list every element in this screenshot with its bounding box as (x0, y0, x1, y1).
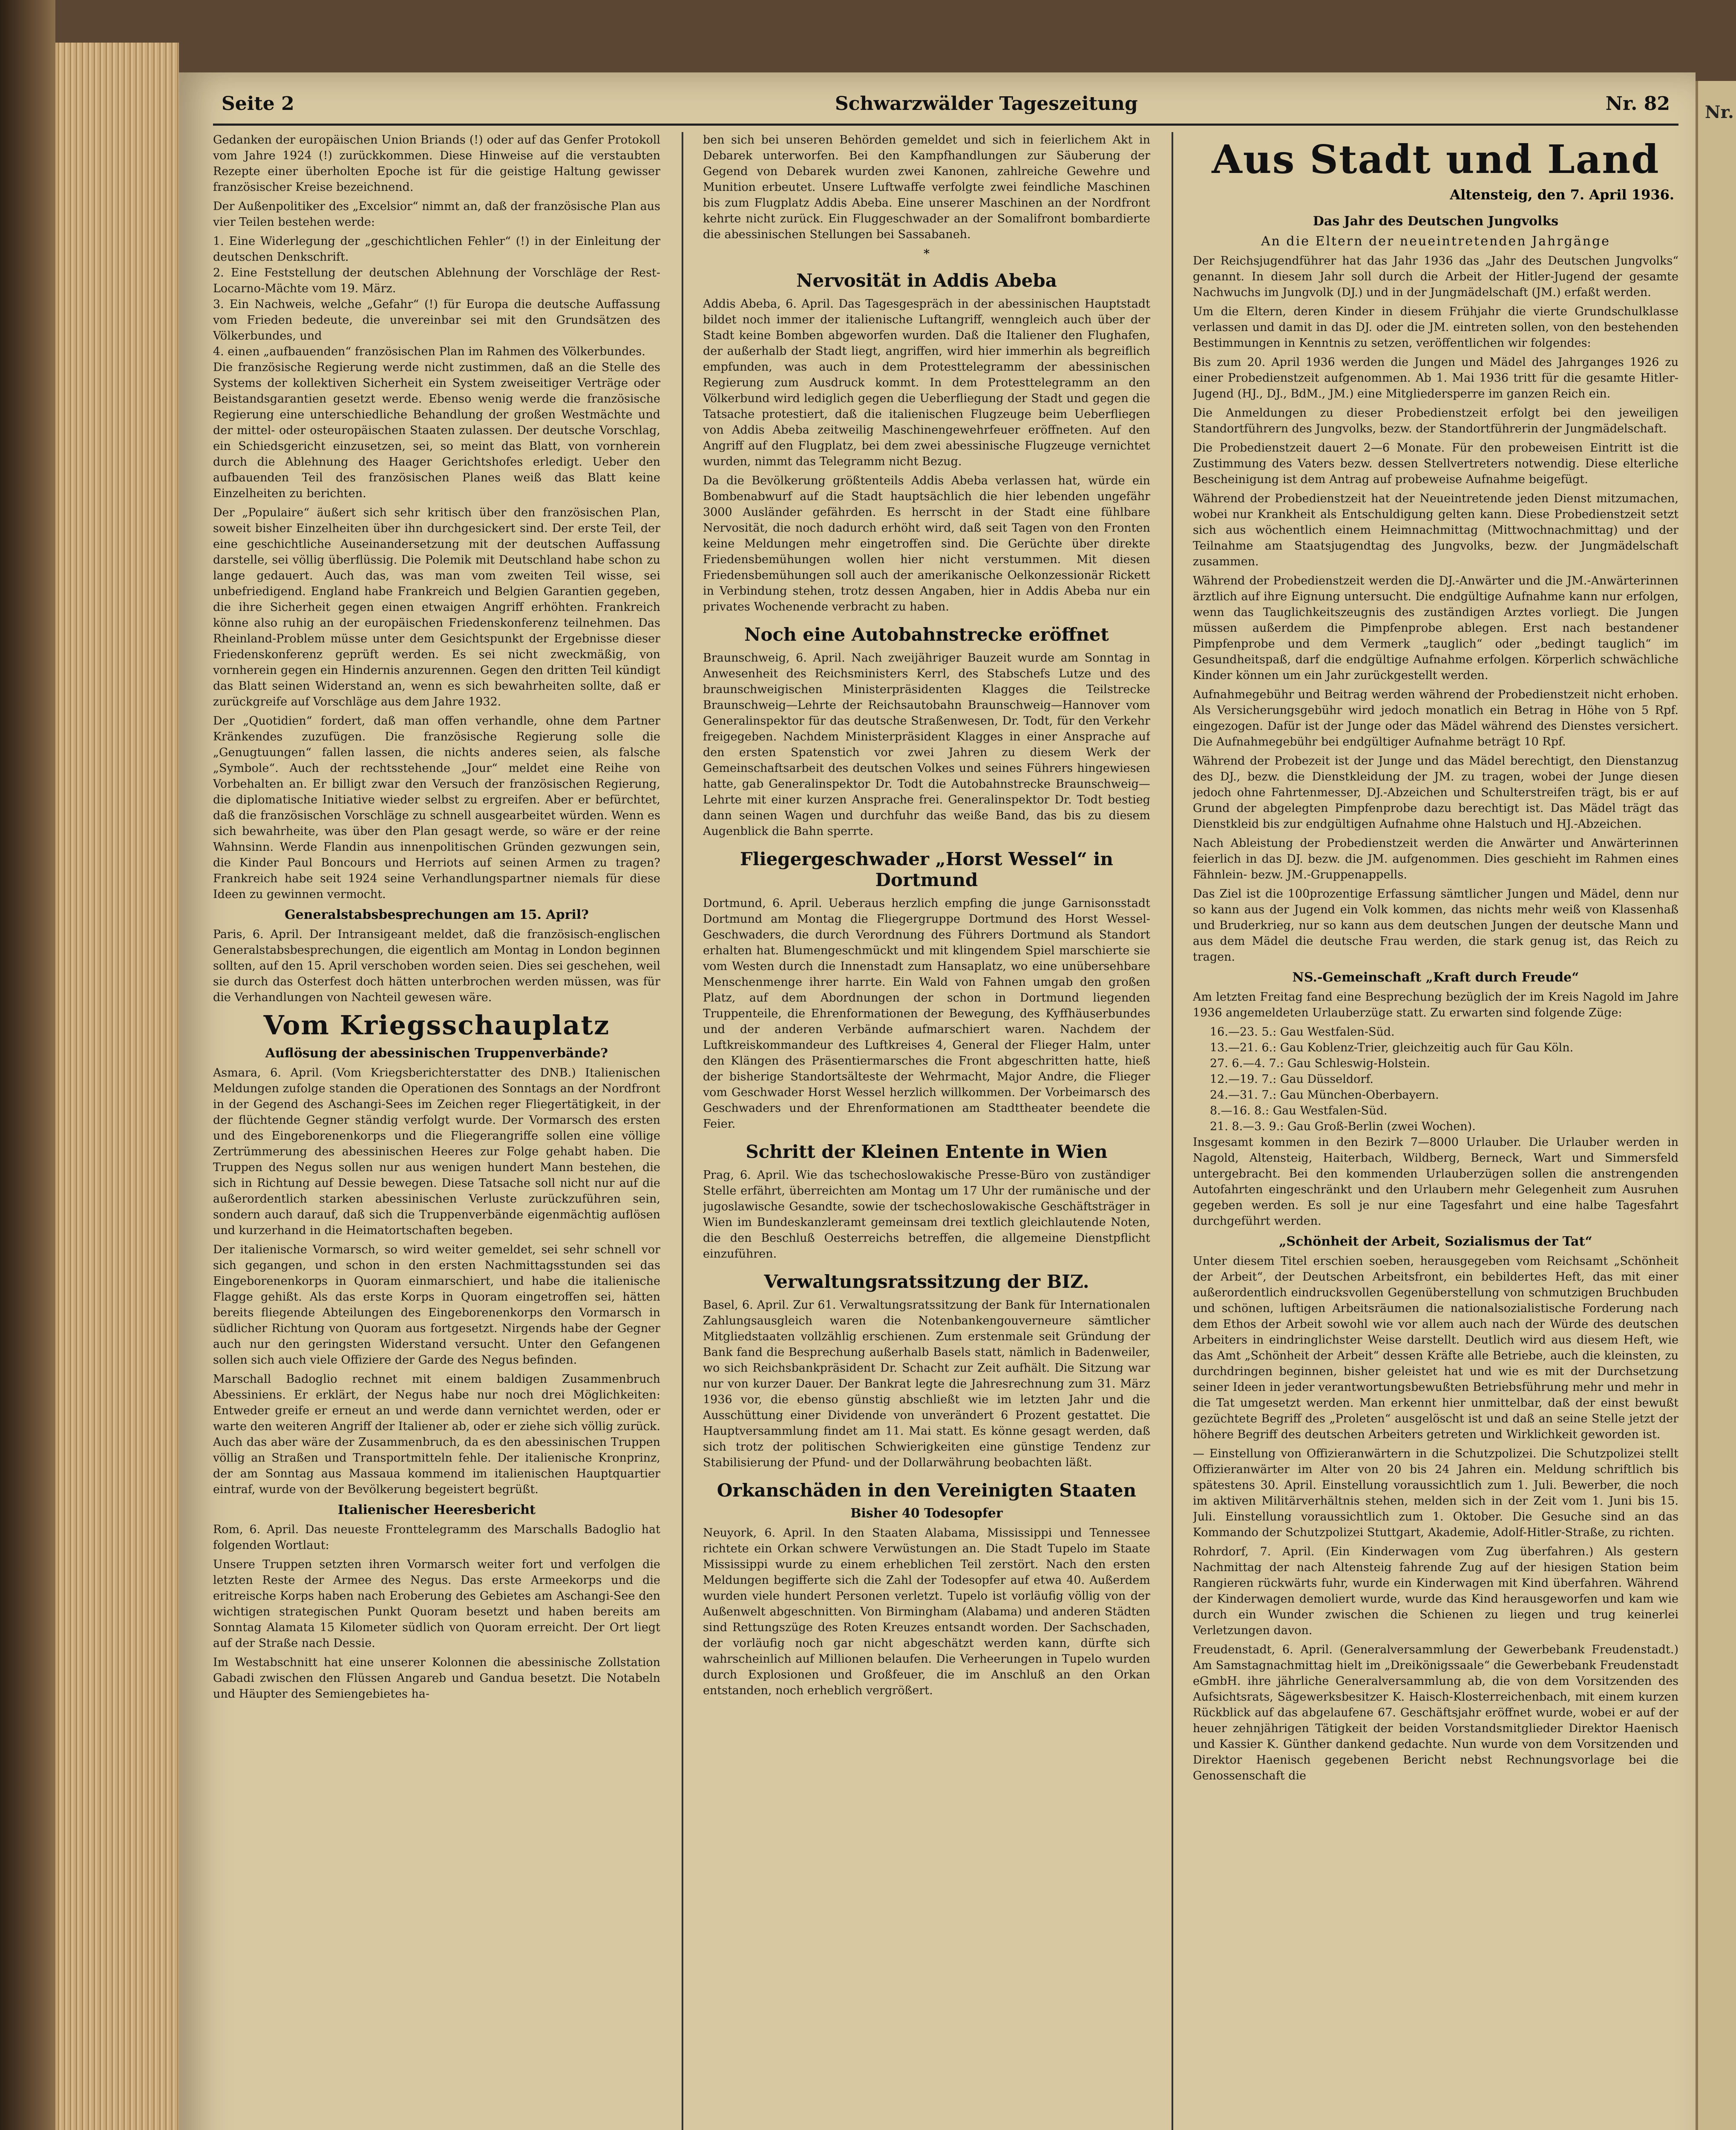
masthead: Schwarzwälder Tageszeitung (835, 93, 1138, 115)
paragraph: Braunschweig, 6. April. Nach zweijähriger Bauzeit wurde am Sonntag in Anwesenheit des Reichsministers Kerrl, des Stabschefs Lutze und des braunschweigischen Ministerpräsidenten Klagges die Teilstrecke Braunschweig—Lehrte der Reichsautobahn Braunschweig—Hannover vom Generalinspektor für das deutsche Straßenwesen, Dr. Todt, für den Verkehr freigegeben. Nachdem Ministerpräsident Klagges in einer Ansprache auf den ersten Spatenstich vor zwei Jahren zu diesem Werk der Gemeinschaftsarbeit des deutschen Volkes und seines Führers hingewiesen hatte, gab Generalinspektor Dr. Todt die Autobahnstrecke Braunschweig—Lehrte mit einer kurzen Ansprache frei. Generalinspektor Dr. Todt bestieg dann seinen Wagen und durchfuhr das weiße Band, das bis zu diesem Augenblick die Bahn sperrte. (703, 651, 1150, 838)
paragraph: Freudenstadt, 6. April. (Generalversammlung der Gewerbebank Freudenstadt.) Am Samstagnachmittag hielt im „Dreikönigssaale“ die Gewerbebank Freudenstadt eGmbH. ihre jährliche Generalversammlung ab, die von dem Vorsitzenden des Aufsichtsrats, Sägewerksbesitzer K. Haisch-Klosterreichenbach, mit einem kurzen Rückblick auf das abgelaufene 67. Geschäftsjahr eröffnet wurde, wobei er auf der heuer zehnjährigen Tätigkeit der beiden Vorstandsmitglieder Direktor Haenisch und Kassier K. Günther dankend gedachte. Nun wurde von dem Vorsitzenden und Direktor Haenisch gegebenen Bericht nebst Rechnungsvorlage bei die Genossenschaft die (1193, 1643, 1678, 1782)
paragraph: ben sich bei unseren Behörden gemeldet und sich in feierlichem Akt in Debarek unterworfen. Bei den Kampfhandlungen zur Säuberung der Gegend von Debarek wurden zwei Kanonen, zahlreiche Gewehre und Munition erbeutet. Unsere Luftwaffe verfolgte zwei feindliche Maschinen bis zum Flugplatz Addis Abeba. Eine unserer Maschinen an der Nordfront kehrte nicht zurück. Ein Fluggeschwader an der Somalifront bombardierte die abessinischen Stellungen bei Sassabaneh. (703, 133, 1150, 241)
paragraph: Da die Bevölkerung größtenteils Addis Abeba verlassen hat, würde ein Bombenabwurf auf die Stadt hauptsächlich die hier lebenden ungefähr 3000 Ausländer gefährden. Es herrscht in der Stadt eine fühlbare Nervosität, die noch dadurch erhöht wird, daß seit Tagen von den Fronten keine Meldungen mehr eingetroffen sind. Die Gerüchte über direkte Friedensbemühungen wollen hier nicht verstummen. Mit diesen Friedensbemühungen soll auch der amerikanische Oelkonzessionär Rickett in Verbindung stehen, trotz dessen Angaben, hier in Addis Abeba nur ein privates Wochenende verbracht zu haben. (703, 474, 1150, 613)
paragraph: Bis zum 20. April 1936 werden die Jungen und Mädel des Jahrganges 1926 zu einer Probedienstzeit aufgenommen. Ab 1. Mai 1936 tritt für die gesamte Hitler-Jugend (HJ., DJ., BdM., JM.) eine Mitgliedersperre im ganzen Reich ein. (1193, 356, 1678, 400)
paragraph: Der italienische Vormarsch, so wird weiter gemeldet, sei sehr schnell vor sich gegangen, und schon in den ersten Nachmittagsstunden sei das Eingeborenenkorps in Quoram einmarschiert, und habe die italienische Flagge gehißt. Als das erste Korps in Quoram eingetroffen sei, hätten bereits fliegende Abteilungen des Eingeborenenkorps den Vormarsch in südlicher Richtung von Quoram aus fortgesetzt. Nirgends habe der Gegner auch nur den geringsten Widerstand versucht. Unter den Gefangenen sollen sich auch viele Offiziere der Garde des Negus befinden. (213, 1243, 660, 1367)
list-item: 16.—23. 5.: Gau Westfalen-Süd. (1210, 1025, 1395, 1039)
paragraph: Während der Probedienstzeit hat der Neueintretende jeden Dienst mitzumachen, wobei nur Krankheit als Entschuldigung gelten kann. Diese Probedienstzeit setzt sich aus wöchentlich einem Heimnachmittag (Mittwochnachmittag) und der Teilnahme am Staatsjugendtag des Jungvolks, bezw. der Jungmädelschaft zusammen. (1193, 492, 1678, 568)
page-header (213, 89, 1678, 126)
paragraph: Neuyork, 6. April. In den Staaten Alabama, Mississippi und Tennessee richtete ein Orkan schwere Verwüstungen an. Die Stadt Tupelo im Staate Mississippi wurde zu einem erheblichen Teil zerstört. Nach den ersten Meldungen begifferte sich die Zahl der Todesopfer auf etwa 40. Außerdem wurden viele hundert Personen verletzt. Tupelo ist vorläufig völlig von der Außenwelt abgeschnitten. Von Birmingham (Alabama) und anderen Städten sind Rettungszüge des Roten Kreuzes entsandt worden. Der Sachschaden, der vorläufig noch gar nicht abgeschätzt werden kann, dürfte sich wahrscheinlich auf Millionen belaufen. Die Verheerungen in Tupelo wurden durch Explosionen und Großfeuer, die im Anschluß an den Orkan entstanden, noch erheblich vergrößert. (703, 1526, 1150, 1697)
headline-flieger: Fliegergeschwader „Horst Wessel“ in Dortmund (740, 849, 1114, 890)
paragraph: Die französische Regierung werde nicht zustimmen, daß an die Stelle des Systems der kollektiven Sicherheit ein System zweiseitiger Verträge oder Beistandsgarantien gesetzt werde. Ebenso wenig werde die französische Regierung eine unterschiedliche Behandlung der großen Westmächte und der mittel- oder osteuropäischen Staaten zulassen. Der deutsche Vorschlag, ein Schiedsgericht einzusetzen, sei, so meint das Blatt, von vornherein durch die Ablehnung des Haager Gerichtshofes erledigt. Ueber den aufbauenden Teil des französischen Planes weiß das Blatt keine Einzelheiten zu berichten. (213, 361, 660, 500)
paragraph: Der „Populaire“ äußert sich sehr kritisch über den französischen Plan, soweit bisher Einzelheiten über ihn durchgesickert sind. Der erste Teil, der eine geschichtliche Auseinandersetzung mit der deutschen Auffassung darstelle, sei völlig überflüssig. Die Polemik mit Deutschland habe schon zu lange gedauert. Auch das, was man vom zweiten Teil wisse, sei unbefriedigend. England habe Frankreich und Belgien Garantien gegeben, die ihre Sicherheit gegen einen etwaigen Angriff erhöhten. Frankreich könne also ruhig an der europäischen Friedenskonferenz teilnehmen. Das Rheinland-Problem müsse unter dem Gesichtspunkt der Ergebnisse dieser Friedenskonferenz geprüft werden. Es sei nicht zweckmäßig, von vornherein gegen ein Hindernis anzurennen. Gegen den dritten Teil kündigt das Blatt seinen Widerstand an, wenn es sich bewahrheiten sollte, daß er zurückgreife auf Vorschläge aus dem Jahre 1932. (213, 506, 660, 708)
list-item: 27. 6.—4. 7.: Gau Schleswig-Holstein. (1210, 1057, 1431, 1070)
headline-heeresbericht: Italienischer Heeresbericht (337, 1503, 536, 1517)
paragraph: Am letzten Freitag fand eine Besprechung bezüglich der im Kreis Nagold im Jahre 1936 angemeldeten Urlauberzüge statt. Zu erwarten sind folgende Züge: (1193, 990, 1678, 1019)
list-item: 8.—16. 8.: Gau Westfalen-Süd. (1210, 1104, 1388, 1117)
list-item: 12.—19. 7.: Gau Düsseldorf. (1210, 1073, 1373, 1086)
column-2 (703, 132, 1150, 2130)
headline-autobahn: Noch eine Autobahnstrecke eröffnet (744, 624, 1109, 645)
headline-generalstab: Generalstabsbesprechungen am 15. April? (285, 907, 589, 922)
paragraph: Im Westabschnitt hat eine unserer Kolonnen die abessinische Zollstation Gabadi zwischen den Flüssen Angareb und Gandua besetzt. Die Notabeln und Häupter des Semiengebietes ha- (213, 1656, 660, 1701)
headline-orkan: Orkanschäden in den Vereinigten Staaten (717, 1480, 1137, 1501)
column-rule (682, 132, 683, 2130)
paragraph: Während der Probedienstzeit werden die DJ.-Anwärter und die JM.-Anwärterinnen ärztlich auf ihre Eignung untersucht. Die endgültige Aufnahme kann nur erfolgen, wenn das Tauglichkeitszeugnis des zuständigen Arztes vorliegt. Die Jungen müssen außerdem die Pimpfenprobe ablegen. Erst nach bestandener Pimpfenprobe und dem Vermerk „tauglich“ oder „bedingt tauglich“ im Gesundheitspaß, darf die endgültige Aufnahme erfolgen. Körperlich schwächliche Kinder können um ein Jahr zurückgestellt werden. (1193, 574, 1678, 682)
page-edges (55, 43, 179, 2130)
column-3 (1193, 132, 1678, 2130)
paragraph: Aufnahmegebühr und Beitrag werden während der Probedienstzeit nicht erhoben. Als Versicherungsgebühr wird jedoch monatlich ein Betrag in Höhe von 5 Rpf. eingezogen. Dafür ist der Junge oder das Mädel während des Dienstes versichert. Die Aufnahmegebühr bei endgültiger Aufnahme beträgt 10 Rpf. (1193, 688, 1678, 748)
paragraph: Marschall Badoglio rechnet mit einem baldigen Zusammenbruch Abessiniens. Er erklärt, der Negus habe nur noch drei Möglichkeiten: Entweder greife er erneut an und werde dann vernichtet werden, oder er warte den weiteren Angriff der Italiener ab, oder er ziehe sich völlig zurück. Auch das aber wäre der Zusammenbruch, da es den abessinischen Truppen völlig an Straßen und Transportmitteln fehle. Der italienische Kronprinz, der am Sonntag aus Massaua kommend im italienischen Hauptquartier eintraf, wurde von der Bevölkerung begeistert begrüßt. (213, 1373, 660, 1496)
newspaper-page (179, 72, 1696, 2130)
subheadline-jungvolk: An die Eltern der neueintretenden Jahrgänge (1261, 234, 1611, 249)
paragraph: Der Außenpolitiker des „Excelsior“ nimmt an, daß der französische Plan aus vier Teilen bestehen werde: (213, 200, 660, 229)
next-page-edge (1696, 81, 1736, 2130)
headline-entente: Schritt der Kleinen Entente in Wien (746, 1141, 1108, 1162)
section-title: Aus Stadt und Land (1212, 136, 1660, 182)
list-item: 2. Eine Feststellung der deutschen Ablehnung der Vorschläge der Rest-Locarno-Mächte vom 19. März. (213, 266, 660, 295)
subheadline-orkan: Bisher 40 Todesopfer (850, 1506, 1003, 1521)
paragraph: Der Reichsjugendführer hat das Jahr 1936 das „Jahr des Deutschen Jungvolks“ genannt. In diesem Jahr soll durch die Arbeit der Hitler-Jugend der gesamte Nachwuchs im Jungvolk (DJ.) und in der Jungmädelschaft (JM.) erfaßt werden. (1193, 254, 1678, 299)
next-page-header: Nr. (1705, 102, 1734, 122)
list-item: 3. Ein Nachweis, welche „Gefahr“ (!) für Europa die deutsche Auffassung vom Frieden bedeute, die unvereinbar sei mit den Grundsätzen des Völkerbundes, und (213, 298, 660, 343)
book-spine (0, 0, 55, 2130)
headline-kriegsschauplatz: Vom Kriegsschauplatz (263, 1010, 610, 1041)
paragraph: Dortmund, 6. April. Ueberaus herzlich empfing die junge Garnisonsstadt Dortmund am Montag die Fliegergruppe Dortmund des Horst Wessel-Geschwaders, die durch Verordnung des Führers Dortmund als Standort erhalten hat. Blumengeschmückt und mit klingendem Spiel marschierte sie vom Westen durch die Innenstadt zum Hansaplatz, wo eine unübersehbare Menschenmenge ihrer harrte. Ein Wald von Fahnen umgab den großen Platz, auf dem Abordnungen der schon in Dortmund liegenden Truppenteile, die Ehrenformationen der Bewegung, des Kyffhäuserbundes und der anderen Verbände aufmarschiert waren. Nachdem der Luftkreiskommandeur des Luftkreises 4, General der Flieger Halm, unter den Klängen des Präsentiermarsches die Front abgeschritten hatte, hieß der bisherige Standortsälteste der Wehrmacht, Major Andre, die Flieger vom Geschwader Horst Wessel herzlich willkommen. Der Vorbeimarsch des Geschwaders und der Ehrenformationen am Stadttheater beendete die Feier. (703, 897, 1150, 1131)
paragraph: Paris, 6. April. Der Intransigeant meldet, daß die französisch-englischen Generalstabsbesprechungen, die eigentlich am Montag in London beginnen sollten, auf den 15. April verschoben worden seien. Dies sei geschehen, weil sie durch das Osterfest doch hätten unterbrochen werden müssen, was für die Verhandlungen von Nachteil gewesen wäre. (213, 928, 660, 1004)
dateline: Altensteig, den 7. April 1936. (1450, 187, 1674, 203)
paragraph: Um die Eltern, deren Kinder in diesem Frühjahr die vierte Grundschulklasse verlassen und damit in das DJ. oder die JM. eintreten sollen, von den bestehenden Bestimmungen in Kenntnis zu setzen, veröffentlichen wir folgendes: (1193, 305, 1678, 350)
paragraph: Asmara, 6. April. (Vom Kriegsberichterstatter des DNB.) Italienischen Meldungen zufolge standen die Operationen des Sonntags an der Nordfront in der Gegend des Aschangi-Sees im Zeichen reger Fliegertätigkeit, in der der flüchtende Gegner ständig verfolgt wurde. Der Vormarsch des ersten und des Eingeborenenkorps und die Fliegerangriffe sollen eine völlige Zertrümmerung des abessinischen Heeres zur Folge gehabt haben. Die Truppen des Negus sollen nur aus wenigen hundert Mann bestehen, die sich in Richtung auf Dessie bewegen. Diese Tatsache soll nicht nur auf die außerordentlich starken abessinischen Verluste zurückzuführen sein, sondern auch darauf, daß sich die Truppenverbände eigenmächtig auflösen und kurzerhand in die Heimatortschaften begeben. (213, 1066, 660, 1237)
page-number: Seite 2 (222, 93, 294, 115)
paragraph: Rom, 6. April. Das neueste Fronttelegramm des Marschalls Badoglio hat folgenden Wortlaut: (213, 1523, 660, 1552)
headline-schoenheit: „Schönheit der Arbeit, Sozialismus der Tat“ (1279, 1234, 1592, 1249)
list-item: 13.—21. 6.: Gau Koblenz-Trier, gleichzeitig auch für Gau Köln. (1210, 1041, 1574, 1054)
list-item: 4. einen „aufbauenden“ französischen Plan im Rahmen des Völkerbundes. (213, 345, 645, 358)
paragraph: Während der Probezeit ist der Junge und das Mädel berechtigt, den Dienstanzug des DJ., bezw. die Dienstkleidung der JM. zu tragen, wobei der Junge diesen jedoch ohne Fahrtenmesser, DJ.-Abzeichen und Schulterstreifen trägt, bis er auf Grund der abgelegten Pimpfenprobe dazu berechtigt ist. Das Mädel trägt das Dienstkleid bis zur endgültigen Aufnahme ohne Halstuch und HJ.-Abzeichen. (1193, 754, 1678, 831)
separator-star: * (924, 247, 930, 261)
paragraph: Rohrdorf, 7. April. (Ein Kinderwagen vom Zug überfahren.) Als gestern Nachmittag der nach Altensteig fahrende Zug auf der hiesigen Station beim Rangieren rückwärts fuhr, wurde ein Kinderwagen mit Kind überfahren. Während der Kinderwagen demoliert wurde, wurde das Kind herausgeworfen und kam wie durch ein Wunder zwischen die Schienen zu liegen und trug keinerlei Verletzungen davon. (1193, 1545, 1678, 1637)
column-1 (213, 132, 660, 2130)
paragraph: — Einstellung von Offizieranwärtern in die Schutzpolizei. Die Schutzpolizei stellt Offizieranwärter im Alter von 20 bis 24 Jahren ein. Meldung schriftlich bis spätestens 30. April. Einstellung voraussichtlich zum 1. Juli. Bewerber, die noch im aktiven Militärverhältnis stehen, melden sich in der Zeit vom 1. Juni bis 15. Juli. Einstellung voraussichtlich zum 1. Oktober. Die Gesuche sind an das Kommando der Schutzpolizei Stuttgart, Akademie, Adolf-Hitler-Straße, zu richten. (1193, 1447, 1678, 1539)
headline-nervositaet: Nervosität in Addis Abeba (796, 270, 1057, 291)
paragraph: Nach Ableistung der Probedienstzeit werden die Anwärter und Anwärterinnen feierlich in das DJ. bezw. die JM. aufgenommen. Dies geschieht im Rahmen eines Fähnlein- bezw. JM.-Gruppenappells. (1193, 837, 1678, 881)
headline-kdf: NS.-Gemeinschaft „Kraft durch Freude“ (1292, 970, 1579, 985)
paragraph: Der „Quotidien“ fordert, daß man offen verhandle, ohne dem Partner Kränkendes zuzufügen. Die französische Regierung solle die „Genugtuungen“ fallen lassen, die nichts anderes seien, als falsche „Symbole“. Auch der rechtsstehende „Jour“ meldet eine Reihe von Vorbehalten an. Er billigt zwar den Versuch der französischen Regierung, die diplomatische Initiative wieder selbst zu ergreifen. Aber er befürchtet, daß die französischen Vorschläge zu schnell ausgearbeitet würden. Wenn es sich bewahrheite, was über den Plan gesagt werde, so wäre er der reine Wahnsinn. Werde Flandin aus innenpolitischen Gründen gezwungen sein, die Kinder Paul Boncours und Herriots auf seinen Armen zu tragen? Frankreich habe seit 1924 seine Verhandlungspartner niemals für diese Ideen zu gewinnen vermocht. (213, 714, 660, 901)
paragraph: Prag, 6. April. Wie das tschechoslowakische Presse-Büro von zuständiger Stelle erfährt, überreichten am Montag um 17 Uhr der rumänische und der jugoslawische Gesandte, sowie der tschechoslowakische Geschäftsträger in Wien im Bundeskanzleramt gemeinsam drei textlich gleichlautende Noten, die den Beschluß Oesterreichs betreffen, die allgemeine Dienstpflicht einzuführen. (703, 1169, 1150, 1261)
paragraph: Gedanken der europäischen Union Briands (!) oder auf das Genfer Protokoll vom Jahre 1924 (!) zurückkommen. Diese Hinweise auf die verstaubten Rezepte einer überholten Epoche ist für die geistige Haltung gewisser französischer Kreise bezeichnend. (213, 133, 660, 194)
paragraph: Insgesamt kommen in den Bezirk 7—8000 Urlauber. Die Urlauber werden in Nagold, Altensteig, Haiterbach, Wildberg, Berneck, Wart und Simmersfeld untergebracht. Bei den kommenden Urlauberzügen sollen die anstrengenden Autofahrten eingeschränkt und den Urlaubern mehr Gelegenheit zum Ausruhen gegeben werden. Es soll je nur eine Tagesfahrt und eine halbe Tagesfahrt durchgeführt werden. (1193, 1136, 1678, 1228)
list-item: 1. Eine Widerlegung der „geschichtlichen Fehler“ (!) in der Einleitung der deutschen Denkschrift. (213, 235, 660, 264)
column-rule (1172, 132, 1173, 2130)
paragraph: Unsere Truppen setzten ihren Vormarsch weiter fort und verfolgen die letzten Reste der Armee des Negus. Das erste Armeekorps und die eritreische Korps haben nach Eroberung des Gebietes am Aschangi-See den wichtigen strategischen Punkt Quoram besetzt und haben bereits am Sonntag Alamata 15 Kilometer südlich von Quoram erreicht. Der Ort liegt auf der Straße nach Dessie. (213, 1558, 660, 1650)
issue-number: Nr. 82 (1605, 93, 1670, 115)
subheadline-aufloesung: Auflösung der abessinischen Truppenverbände? (265, 1046, 608, 1061)
paragraph: Basel, 6. April. Zur 61. Verwaltungsratssitzung der Bank für Internationalen Zahlungsausgleich waren die Notenbankengouverneure sämtlicher Mitgliedstaaten vollzählig erschienen. Zum erstenmale seit Gründung der Bank fand die Besprechung außerhalb Basels statt, nämlich in Badenweiler, wo sich Reichsbankpräsident Dr. Schacht zur Zeit aufhält. Die Sitzung war nur von kurzer Dauer. Der Bankrat legte die Jahresrechnung zum 31. März 1936 vor, die ebenso günstig abschließt wie im letzten Jahr und die Ausschüttung einer Dividende von unverändert 6 Prozent gestattet. Die Hauptversammlung findet am 11. Mai statt. Es könne gesagt werden, daß sich trotz der politischen Schwierigkeiten eine günstige Tendenz zur Stabilisierung der Pfund- und der Dollarwährung beobachten läßt. (703, 1298, 1150, 1469)
list-item: 24.—31. 7.: Gau München-Oberbayern. (1210, 1088, 1439, 1102)
headline-jungvolk: Das Jahr des Deutschen Jungvolks (1313, 214, 1559, 229)
paragraph: Die Probedienstzeit dauert 2—6 Monate. Für den probeweisen Eintritt ist die Zustimmung des Vaters bezw. dessen Stellvertreters notwendig. Diese elterliche Bescheinigung ist dem Antrag auf probeweise Aufnahme beigefügt. (1193, 441, 1678, 486)
paragraph: Die Anmeldungen zu dieser Probedienstzeit erfolgt bei den jeweiligen Standortführern des Jungvolks, bezw. der Standortführerin der Jungmädelschaft. (1193, 406, 1678, 435)
paragraph: Addis Abeba, 6. April. Das Tagesgespräch in der abessinischen Hauptstadt bildet noch immer der italienische Luftangriff, wenngleich auch über der Stadt keine Bomben abgeworfen wurden. Daß die Italiener den Flughafen, der außerhalb der Stadt liegt, angriffen, wird hier immerhin als begreiflich empfunden, was auch in dem Protesttelegramm der abessinischen Regierung zum Ausdruck kommt. In dem Protesttelegramm an den Völkerbund wird lediglich gegen die Ueberfliegung der Stadt und gegen die Tatsache protestiert, daß die italienischen Flugzeuge beim Ueberfliegen von Addis Abeba zeitweilig Maschinengewehrfeuer eröffneten. Auf den Angriff auf den Flugplatz, bei dem zwei abessinische Flugzeuge vernichtet wurden, nimmt das Telegramm nicht Bezug. (703, 297, 1150, 468)
paragraph: Unter diesem Titel erschien soeben, herausgegeben vom Reichsamt „Schönheit der Arbeit“, der Deutschen Arbeitsfront, ein bebildertes Heft, das mit einer außerordentlich eindrucksvollen Gegenüberstellung von schmutzigen Bruchbuden und schönen, luftigen Arbeitsräumen die nationalsozialistische Forderung nach dem Ethos der Arbeit sowohl wie vor allem auch nach der Würde des deutschen Arbeiters in eindringlichster Weise darstellt. Deutlich wird aus diesem Heft, wie das Amt „Schönheit der Arbeit“ dessen Kräfte alle Betriebe, auch die kleinsten, zu durchdringen beginnen, bisher geleistet hat und wie es mit der Durchsetzung seiner Ideen in jeder verantwortungsbewußten Betriebsführung mehr und mehr in die Tat umgesetzt werden. Man erkennt hier unmittelbar, daß der einst bewußt gezüchtete Begriff des „Proleten“ ausgelöscht ist und daß an seine Stelle jetzt der höhere Begriff des deutschen Arbeiters getreten und Wirklichkeit geworden ist. (1193, 1255, 1678, 1441)
list-item: 21. 8.—3. 9.: Gau Groß-Berlin (zwei Wochen). (1210, 1120, 1476, 1133)
headline-biz: Verwaltungsratssitzung der BIZ. (764, 1271, 1089, 1292)
paragraph: Das Ziel ist die 100prozentige Erfassung sämtlicher Jungen und Mädel, denn nur so kann aus der Jugend ein Volk kommen, das nichts mehr weiß von Klassenhaß und Bruderkrieg, nur so kann aus dem deutschen Jungen der deutsche Mann und aus dem Mädel die deutsche Frau werden, die stark genug ist, das Reich zu tragen. (1193, 887, 1678, 964)
